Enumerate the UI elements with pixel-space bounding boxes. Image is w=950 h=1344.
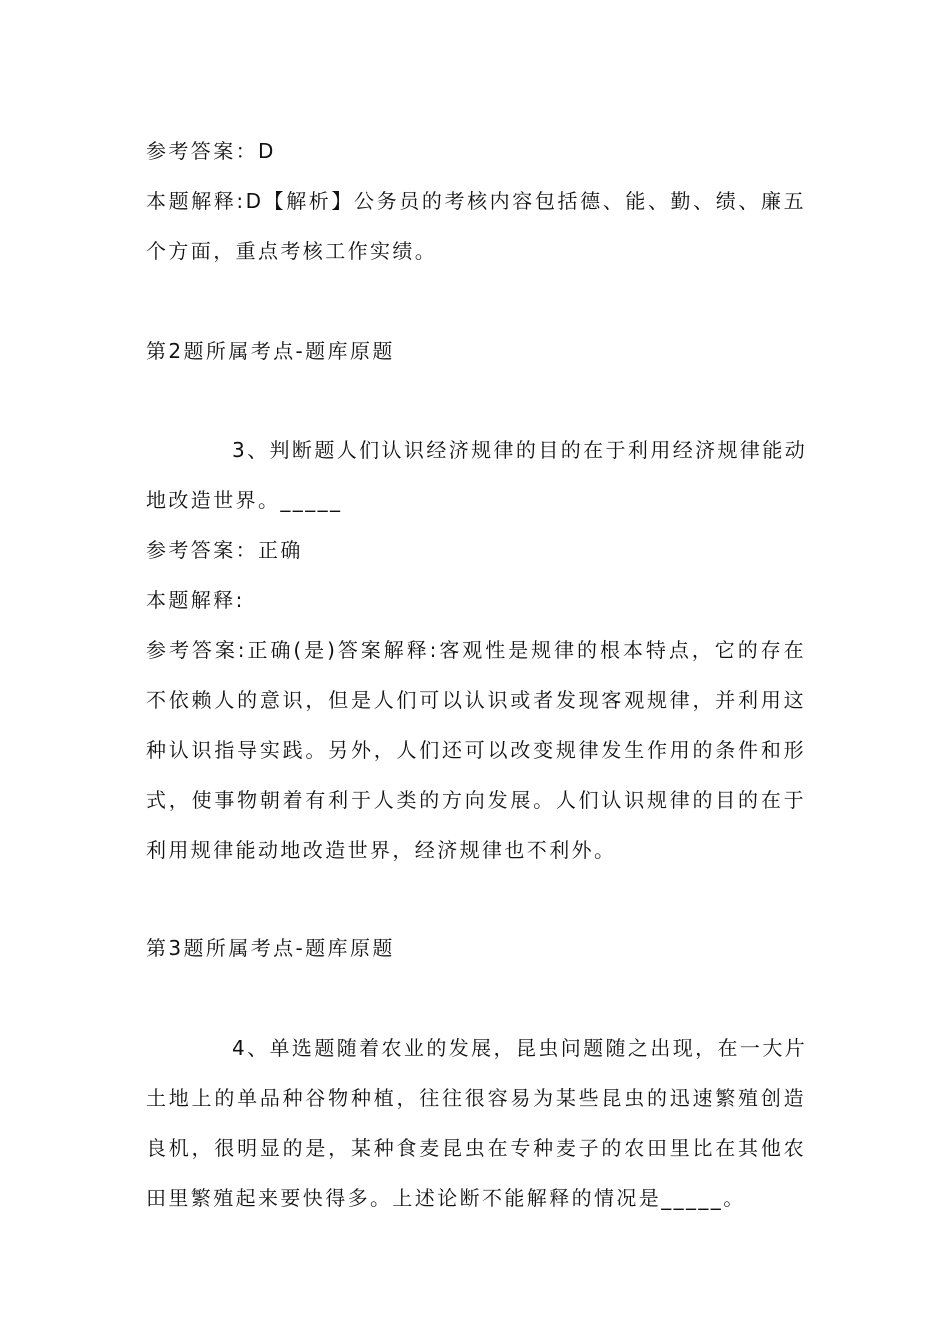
q4-question-line-3: 良机，很明显的是，某种食麦昆虫在专种麦子的农田里比在其他农 bbox=[146, 1136, 806, 1160]
q3-question-line-2: 地改造世界。_____ bbox=[146, 488, 343, 512]
q4-question-line-1: 4、单选题随着农业的发展，昆虫问题随之出现，在一大片 bbox=[232, 1036, 808, 1060]
q3-explanation-line-5: 利用规律能动地改造世界，经济规律也不利外。 bbox=[146, 838, 617, 862]
q3-explanation-line-3: 种认识指导实践。另外，人们还可以改变规律发生作用的条件和形 bbox=[146, 738, 806, 762]
q3-explanation-line-2: 不依赖人的意识，但是人们可以认识或者发现客观规律，并利用这 bbox=[146, 688, 806, 712]
q3-question-line-1: 3、判断题人们认识经济规律的目的在于利用经济规律能动 bbox=[232, 438, 808, 462]
q1-explanation-line-2: 个方面，重点考核工作实绩。 bbox=[146, 239, 438, 263]
q3-explanation-line-1: 参考答案:正确(是)答案解释:客观性是规律的根本特点，它的存在 bbox=[146, 638, 806, 662]
q3-explanation-line-4: 式，使事物朝着有利于人类的方向发展。人们认识规律的目的在于 bbox=[146, 788, 806, 812]
q1-answer: 参考答案：D bbox=[146, 139, 276, 163]
q3-explanation-title: 本题解释: bbox=[146, 588, 245, 612]
q4-question-line-2: 土地上的单品种谷物种植，往往很容易为某些昆虫的迅速繁殖创造 bbox=[146, 1086, 806, 1110]
section-3-label: 第3题所属考点-题库原题 bbox=[146, 936, 395, 960]
q3-answer: 参考答案：正确 bbox=[146, 538, 303, 562]
q1-explanation-line-1: 本题解释:D【解析】公务员的考核内容包括德、能、勤、绩、廉五 bbox=[146, 189, 806, 213]
q4-question-line-4: 田里繁殖起来要快得多。上述论断不能解释的情况是_____。 bbox=[146, 1186, 746, 1210]
section-2-label: 第2题所属考点-题库原题 bbox=[146, 339, 395, 363]
